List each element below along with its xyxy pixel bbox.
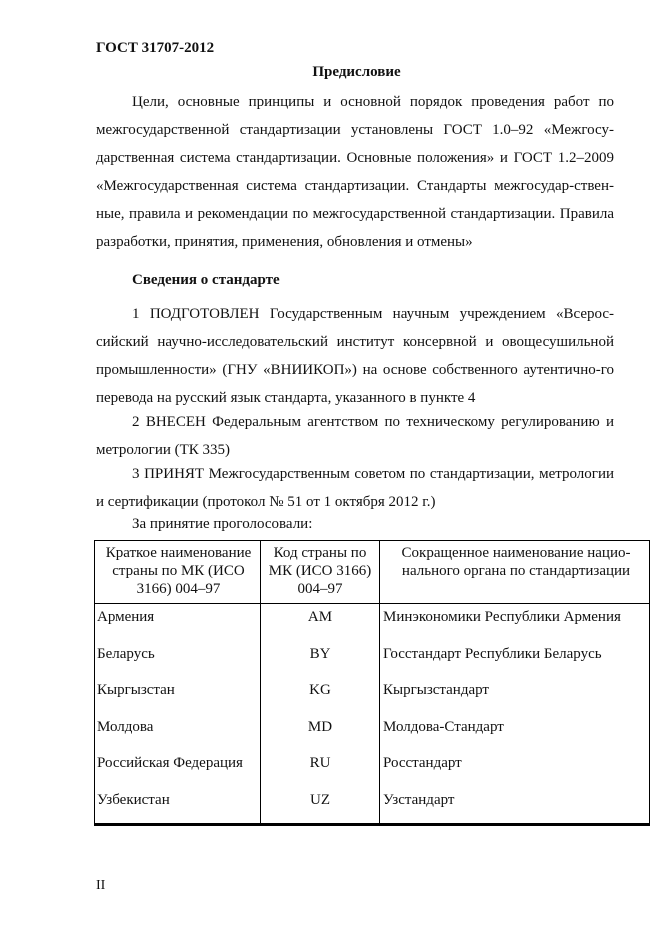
standard-info-item-2 [96,408,614,464]
foreword-title: Предисловие [312,64,401,80]
country-name-cell: Кыргызстан [95,677,261,714]
item-1-text: 1 ПОДГОТОВЛЕН Государственным научным учреждением «Всерос-сийский научно-исследовательский институт консервной и овощесушильной промышленности» (ГНУ «ВНИИКОП») на основе собственного аутентично-го перевода на русский язык стандарта, указанного в пункте 4 [96,306,614,406]
country-code-cell: AM [261,604,380,641]
country-code-cell: MD [261,714,380,751]
country-name-cell: Молдова [95,714,261,751]
header-country-code: Код страны по МК (ИСО 3166) 004–97 [261,541,380,604]
header-national-body: Сокращенное наименование нацио-нального органа по стандартизации [380,541,650,604]
item-3-text: 3 ПРИНЯТ Межгосударственным советом по стандартизации, метрологии и сертификации (протокол № 51 от 1 октября 2012 г.) [96,466,614,510]
national-body-cell: Молдова-Стандарт [380,714,650,751]
header-country-name: Краткое наименование страны по МК (ИСО 3166) 004–97 [95,541,261,604]
national-body-cell: Росстандарт [380,750,650,787]
country-name-cell: Беларусь [95,641,261,678]
national-body-cell: Госстандарт Республики Беларусь [380,641,650,678]
table-row [95,787,650,825]
table-row [95,714,650,751]
item-2-text: 2 ВНЕСЕН Федеральным агентством по техническому регулированию и метрологии (ТК 335) [96,414,614,458]
country-code-cell: UZ [261,787,380,825]
country-code-cell: KG [261,677,380,714]
country-code-cell: BY [261,641,380,678]
national-body-cell: Кыргызстандарт [380,677,650,714]
country-code-cell: RU [261,750,380,787]
country-name-cell: Армения [95,604,261,641]
table-header-row [95,541,650,604]
voted-label: За принятие проголосовали: [132,516,313,532]
page-number: II [96,878,106,893]
country-name-cell: Узбекистан [95,787,261,825]
document-code-header: ГОСТ 31707-2012 [96,40,215,56]
standard-info-item-3 [96,460,614,516]
table-row [95,641,650,678]
voting-countries-table [94,540,650,826]
country-name-cell: Российская Федерация [95,750,261,787]
standard-info-item-1 [96,300,614,412]
table-row [95,677,650,714]
table-row [95,604,650,641]
standard-info-title: Сведения о стандарте [132,272,280,288]
national-body-cell: Минэкономики Республики Армения [380,604,650,641]
foreword-paragraph [96,88,614,256]
foreword-text: Цели, основные принципы и основной порядок проведения работ по межгосударственной стандартизации установлены ГОСТ 1.0–92 «Межгосу-дарственная система стандартизации. Основные положения» и ГОСТ 1.2–2009 «Межгосударственная система стандартизации. Стандарты межгосудар-ствен-ные, правила и рекомендации по межгосударственной стандартизации. Правила разработки, принятия, применения, обновления и отмены» [96,94,614,250]
table-row [95,750,650,787]
national-body-cell: Узстандарт [380,787,650,825]
